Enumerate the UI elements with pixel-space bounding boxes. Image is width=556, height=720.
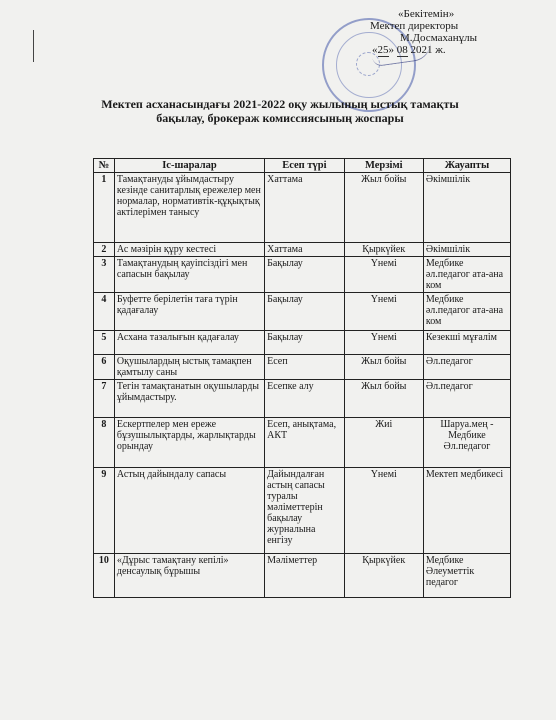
table-row [94, 293, 511, 331]
cell-number: 10 [94, 554, 115, 598]
cell-term: Қыркүйек [344, 554, 423, 598]
cell-number: 5 [94, 331, 115, 355]
cell-activity: Тамақтанудың қауіпсіздігі мен сапасын бақылау [114, 257, 264, 293]
cell-responsible: Әкімшілік [423, 173, 510, 243]
cell-number: 8 [94, 418, 115, 468]
cell-number: 3 [94, 257, 115, 293]
cell-term: Қыркүйек [344, 243, 423, 257]
approval-line-1: «Бекітемін» [398, 8, 455, 20]
cell-responsible: Медбике Әлеуметтік педагог [423, 554, 510, 598]
table-row [94, 418, 511, 468]
table-row [94, 173, 511, 243]
table-row [94, 468, 511, 554]
date-year: 2021 ж. [410, 44, 446, 56]
cell-report-type: Бақылау [265, 331, 345, 355]
approval-date [370, 44, 550, 57]
cell-term: Үнемі [344, 257, 423, 293]
cell-report-type: Дайындалған астың сапасы туралы мәліметтерін бақылау журналына енгізу [265, 468, 345, 554]
cell-activity: Тегін тамақтанатын оқушыларды ұйымдастыру. [114, 380, 264, 418]
cell-number: 2 [94, 243, 115, 257]
table-row [94, 355, 511, 380]
cell-responsible: Әл.педагог [423, 355, 510, 380]
header-report-type: Есеп түрі [265, 159, 345, 173]
header-number: № [94, 159, 115, 173]
cell-number: 7 [94, 380, 115, 418]
date-close-quote: » [388, 44, 394, 56]
cell-term: Үнемі [344, 468, 423, 554]
table-row [94, 554, 511, 598]
approval-line-3: М.Досмаханұлы [400, 32, 477, 44]
plan-table [93, 158, 511, 598]
cell-term: Жиі [344, 418, 423, 468]
cell-responsible: Кезекші мұғалім [423, 331, 510, 355]
cell-activity: Астың дайындалу сапасы [114, 468, 264, 554]
cell-report-type: Есепке алу [265, 380, 345, 418]
cell-report-type: Есеп, анықтама, АКТ [265, 418, 345, 468]
cell-term: Жыл бойы [344, 355, 423, 380]
cell-number: 9 [94, 468, 115, 554]
cell-responsible: Әл.педагог [423, 380, 510, 418]
cell-responsible: Медбике әл.педагог ата-ана ком [423, 293, 510, 331]
cell-term: Үнемі [344, 293, 423, 331]
cell-term: Жыл бойы [344, 380, 423, 418]
cell-activity: Ас мәзірін құру кестесі [114, 243, 264, 257]
cell-responsible: Медбике әл.педагог ата-ана ком [423, 257, 510, 293]
cell-report-type: Хаттама [265, 243, 345, 257]
header-activity: Іс-шаралар [114, 159, 264, 173]
date-open-quote: « [372, 44, 378, 56]
cell-number: 6 [94, 355, 115, 380]
table-row [94, 380, 511, 418]
date-day: 25 [377, 44, 389, 56]
cell-report-type: Хаттама [265, 173, 345, 243]
cell-report-type: Бақылау [265, 293, 345, 331]
date-month: 08 [396, 44, 408, 56]
cell-activity: Ескертпелер мен ереже бұзушылықтарды, жарлықтарды орындау [114, 418, 264, 468]
table-row [94, 331, 511, 355]
cell-activity: Тамақтануды ұйымдастыру кезінде санитарлық ережелер мен нормалар, нормативтік-құқықтық актілерімен танысу [114, 173, 264, 243]
cell-number: 4 [94, 293, 115, 331]
cell-activity: «Дұрыс тамақтану кепілі» денсаулық бұрышы [114, 554, 264, 598]
cell-report-type: Есеп [265, 355, 345, 380]
table-row [94, 257, 511, 293]
title-line-1: Мектеп асханасындағы 2021-2022 оқу жылының ыстық тамақты [101, 97, 459, 111]
title-line-2: бақылау, брокераж комиссиясының жоспары [156, 111, 404, 125]
cell-report-type: Бақылау [265, 257, 345, 293]
cell-activity: Асхана тазалығын қадағалау [114, 331, 264, 355]
header-term: Мерзімі [344, 159, 423, 173]
cell-activity: Буфетте берілетін таға түрін қадағалау [114, 293, 264, 331]
cell-responsible: Мектеп медбикесі [423, 468, 510, 554]
cell-term: Үнемі [344, 331, 423, 355]
approval-block [370, 8, 550, 57]
approval-line-2: Мектеп директоры [370, 20, 459, 32]
cell-number: 1 [94, 173, 115, 243]
margin-mark [33, 30, 34, 62]
cell-activity: Оқушылардың ыстық тамақпен қамтылу саны [114, 355, 264, 380]
cell-responsible: Әкімшілік [423, 243, 510, 257]
header-responsible: Жауапты [423, 159, 510, 173]
table-header-row [94, 159, 511, 173]
cell-term: Жыл бойы [344, 173, 423, 243]
cell-responsible: Шаруа.мең - Медбике Әл.педагог [423, 418, 510, 468]
document-title [90, 97, 470, 125]
cell-report-type: Мәліметтер [265, 554, 345, 598]
table-row [94, 243, 511, 257]
